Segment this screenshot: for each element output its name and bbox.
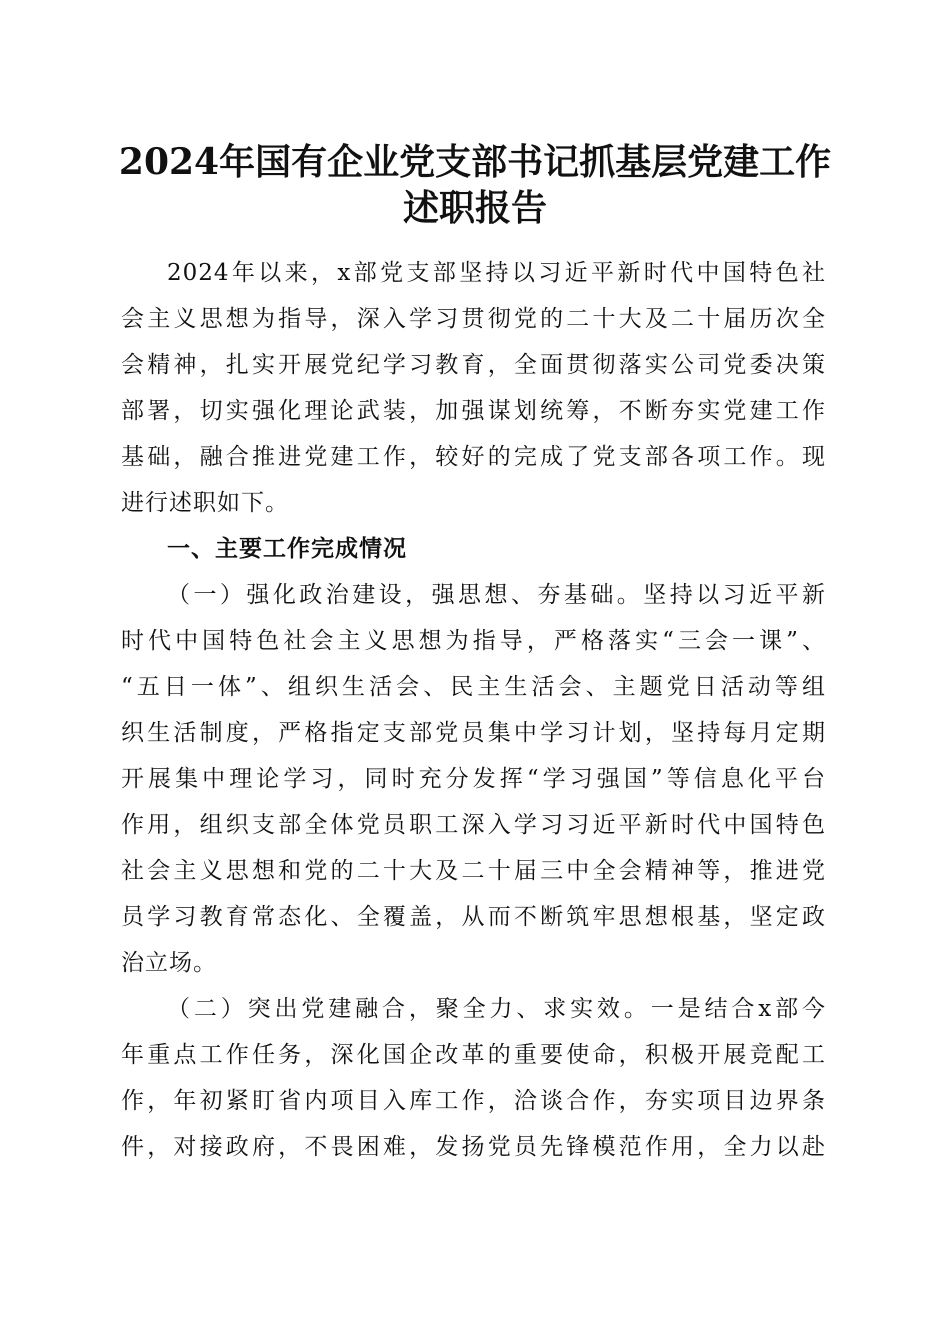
document-title-line-2: 述职报告 xyxy=(402,187,547,229)
text-line: 部署，切实强化理论武装，加强谋划统筹，不断夯实党建工作 xyxy=(121,398,826,424)
text-line: 治立场。 xyxy=(121,950,217,976)
paragraph-1 xyxy=(121,572,826,986)
intro-paragraph xyxy=(121,250,826,526)
text-line: 件，对接政府，不畏困难，发扬党员先锋模范作用，全力以赴 xyxy=(121,1134,826,1160)
text-line: 作用，组织支部全体党员职工深入学习习近平新时代中国特色 xyxy=(121,812,826,838)
section-heading: 一、主要工作完成情况 xyxy=(167,536,407,562)
text-line: 年重点工作任务，深化国企改革的重要使命，积极开展竞配工 xyxy=(121,1042,826,1068)
document-title-line-1: 2024年国有企业党支部书记抓基层党建工作 xyxy=(118,141,832,183)
text-line: “五日一体”、组织生活会、民主生活会、主题党日活动等组 xyxy=(121,674,826,700)
text-line: 织生活制度，严格指定支部党员集中学习计划，坚持每月定期 xyxy=(121,720,826,746)
text-line: 社会主义思想和党的二十大及二十届三中全会精神等，推进党 xyxy=(121,858,826,884)
text-line: 基础，融合推进党建工作，较好的完成了党支部各项工作。现 xyxy=(121,444,826,470)
text-line: （二）突出党建融合，聚全力、求实效。一是结合x部今 xyxy=(167,996,826,1022)
paragraph-2 xyxy=(121,986,826,1170)
text-line: 开展集中理论学习，同时充分发挥“学习强国”等信息化平台 xyxy=(121,766,826,792)
text-line: （一）强化政治建设，强思想、夯基础。坚持以习近平新 xyxy=(167,582,826,608)
text-line: 员学习教育常态化、全覆盖，从而不断筑牢思想根基，坚定政 xyxy=(121,904,826,930)
text-line: 2024年以来，x部党支部坚持以习近平新时代中国特色社 xyxy=(167,260,826,286)
document-body xyxy=(121,250,826,1170)
text-line: 作，年初紧盯省内项目入库工作，洽谈合作，夯实项目边界条 xyxy=(121,1088,826,1114)
text-line: 会精神，扎实开展党纪学习教育，全面贯彻落实公司党委决策 xyxy=(121,352,826,378)
text-line: 进行述职如下。 xyxy=(121,490,289,516)
text-line: 会主义思想为指导，深入学习贯彻党的二十大及二十届历次全 xyxy=(121,306,826,332)
text-line: 时代中国特色社会主义思想为指导，严格落实“三会一课”、 xyxy=(121,628,826,654)
